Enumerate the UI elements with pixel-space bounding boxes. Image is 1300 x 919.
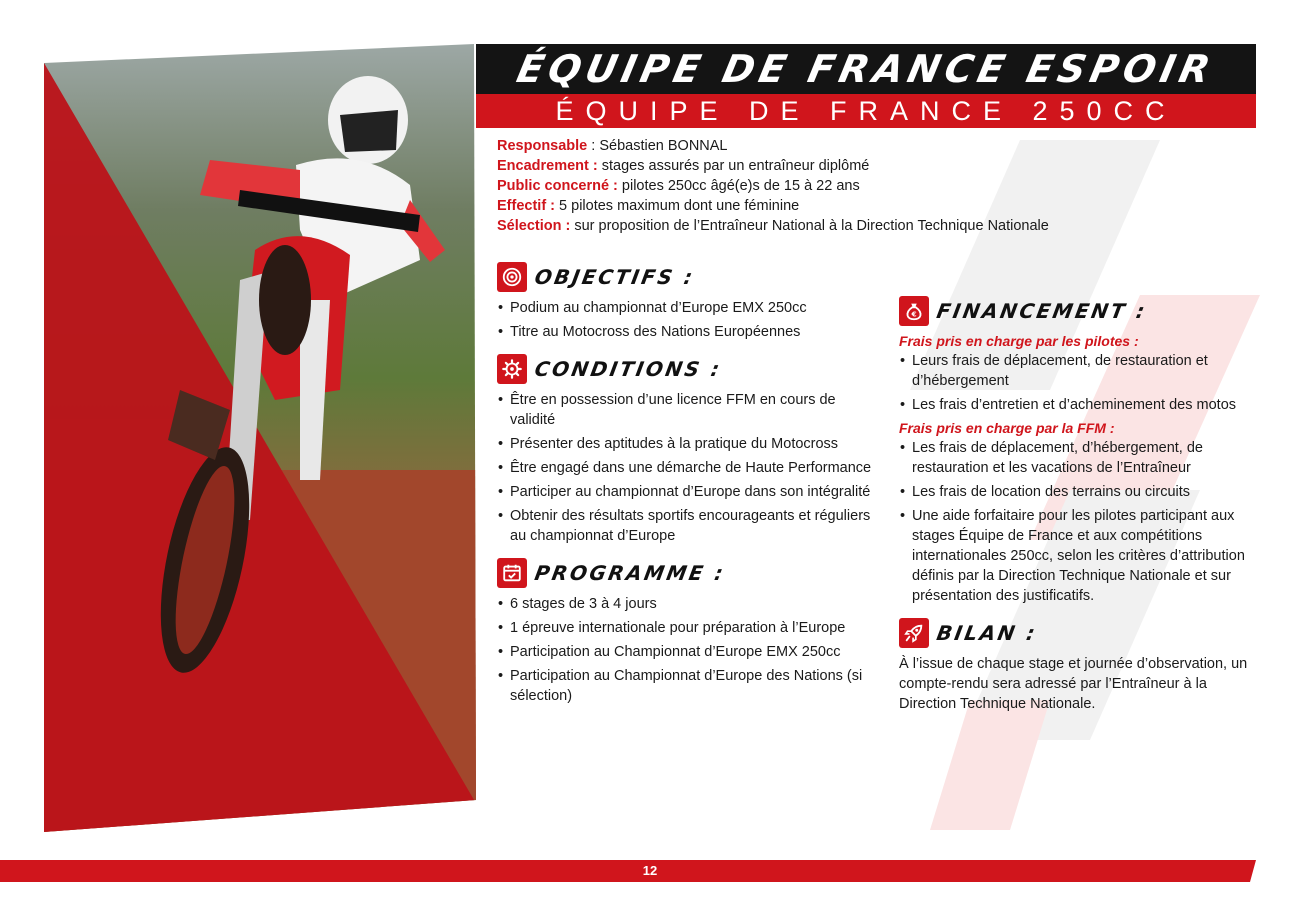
money-bag-icon <box>899 296 929 326</box>
svg-text:€: € <box>911 309 917 319</box>
list-item: • Participation au Championnat d’Europe EMX 250cc <box>497 642 872 662</box>
subtitle-bar <box>476 94 1256 128</box>
list-item: • Titre au Motocross des Nations Européennes <box>497 322 872 342</box>
info-encadrement: Encadrement : stages assurés par un entraîneur diplômé <box>497 158 870 174</box>
title-bar <box>476 44 1256 94</box>
list-item: • Participer au championnat d’Europe dans son intégralité <box>497 482 872 502</box>
calendar-icon <box>497 558 527 588</box>
programme-heading: PROGRAMME : <box>532 561 728 585</box>
rocket-icon <box>899 618 929 648</box>
list-item: • Une aide forfaitaire pour les pilotes participant aux stages Équipe de France et aux compétitions internationales 250cc, selon les critères d’attribution définis par la Direction Technique Nationale et sur présentation des justificatifs. <box>899 506 1264 606</box>
list-item: • Podium au championnat d’Europe EMX 250cc <box>497 298 872 318</box>
rider-photo <box>0 0 480 840</box>
bilan-text: À l’issue de chaque stage et journée d’observation, un compte-rendu sera adressé par l’Entraîneur à la Direction Technique Nationale. <box>899 656 1248 712</box>
info-selection: Sélection : sur proposition de l’Entraîneur National à la Direction Technique Nationale <box>497 218 1049 234</box>
info-public: Public concerné : pilotes 250cc âgé(e)s de 15 à 22 ans <box>497 178 860 194</box>
section-conditions <box>497 354 872 546</box>
page-subtitle: ÉQUIPE DE FRANCE 250CC <box>555 96 1177 126</box>
list-item: • Présenter des aptitudes à la pratique du Motocross <box>497 434 872 454</box>
pilotes-label: Frais pris en charge par les pilotes : <box>899 333 1139 349</box>
list-item: • Participation au Championnat d’Europe des Nations (si sélection) <box>497 666 872 706</box>
info-responsable: Responsable : Sébastien BONNAL <box>497 138 728 154</box>
list-item: • 6 stages de 3 à 4 jours <box>497 594 872 614</box>
target-icon <box>497 262 527 292</box>
list-item: • Obtenir des résultats sportifs encourageants et réguliers au championnat d’Europe <box>497 506 872 546</box>
list-item: • Les frais de location des terrains ou circuits <box>899 482 1264 502</box>
bilan-heading: BILAN : <box>934 621 1040 645</box>
section-financement <box>899 296 1264 606</box>
section-bilan <box>899 618 1264 714</box>
list-item: • Les frais d’entretien et d’acheminement des motos <box>899 395 1264 415</box>
left-column <box>497 262 872 718</box>
list-item: • Être engagé dans une démarche de Haute Performance <box>497 458 872 478</box>
gear-icon <box>497 354 527 384</box>
conditions-heading: CONDITIONS : <box>532 357 724 381</box>
financement-heading: FINANCEMENT : <box>934 299 1149 323</box>
list-item: • Leurs frais de déplacement, de restauration et d’hébergement <box>899 351 1264 391</box>
page-title: ÉQUIPE DE FRANCE ESPOIR <box>513 47 1219 91</box>
ffm-label: Frais pris en charge par la FFM : <box>899 420 1115 436</box>
info-effectif: Effectif : 5 pilotes maximum dont une féminine <box>497 198 800 214</box>
section-objectifs <box>497 262 872 342</box>
info-block <box>497 136 1257 236</box>
list-item: • 1 épreuve internationale pour préparation à l’Europe <box>497 618 872 638</box>
list-item: • Être en possession d’une licence FFM en cours de validité <box>497 390 872 430</box>
section-programme <box>497 558 872 706</box>
page-number: 12 <box>642 863 658 878</box>
objectifs-heading: OBJECTIFS : <box>532 265 697 289</box>
list-item: • Les frais de déplacement, d’hébergement, de restauration et les vacations de l’Entraîneur <box>899 438 1264 478</box>
right-column <box>899 296 1264 726</box>
